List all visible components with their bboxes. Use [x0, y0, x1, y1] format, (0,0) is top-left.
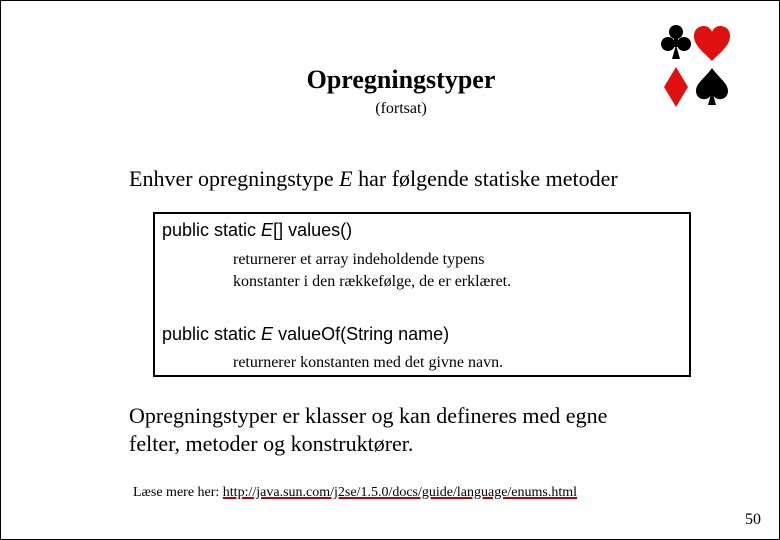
intro-text: [129, 166, 618, 192]
methods-box: [153, 212, 691, 377]
club-icon: [661, 25, 691, 59]
sig-suffix: valueOf(String name): [273, 324, 450, 344]
paragraph-line: Opregningstyper er klasser og kan defineres med egne: [129, 403, 608, 428]
sig-var: E: [261, 220, 274, 240]
method-signature-values: [162, 220, 352, 241]
sig-prefix: public static: [162, 324, 262, 344]
method-description-valueof: [233, 352, 503, 374]
sig-prefix: public static: [162, 220, 262, 240]
desc-line: konstanter i den rækkefølge, de er erklæret.: [233, 273, 512, 290]
page-number: 50: [745, 511, 761, 528]
desc-line: returnerer et array indeholdende typens: [233, 251, 485, 268]
card-suits-logo: [656, 23, 731, 108]
intro-var: E: [339, 166, 353, 191]
read-more: [133, 485, 577, 501]
intro-after: har følgende statiske metoder: [352, 166, 618, 191]
heart-icon: [694, 26, 730, 61]
diamond-icon: [664, 67, 688, 107]
method-description-values: [233, 249, 511, 293]
sig-suffix: [] values(): [273, 220, 353, 240]
spade-icon: [696, 68, 728, 105]
slide-title: Opregningstyper: [306, 65, 496, 94]
enum-paragraph: [129, 402, 729, 458]
intro-before: Enhver opregningstype: [129, 166, 340, 191]
slide-subtitle: (fortsat): [375, 100, 427, 117]
method-signature-valueof: [162, 324, 449, 345]
desc-line: returnerer konstanten med det givne navn.: [233, 354, 504, 371]
sig-var: E: [261, 324, 274, 344]
read-more-label: Læse mere her:: [133, 485, 223, 500]
read-more-link[interactable]: http://java.sun.com/j2se/1.5.0/docs/guide/language/enums.html: [222, 485, 578, 500]
paragraph-line: felter, metoder og konstruktører.: [129, 431, 414, 456]
